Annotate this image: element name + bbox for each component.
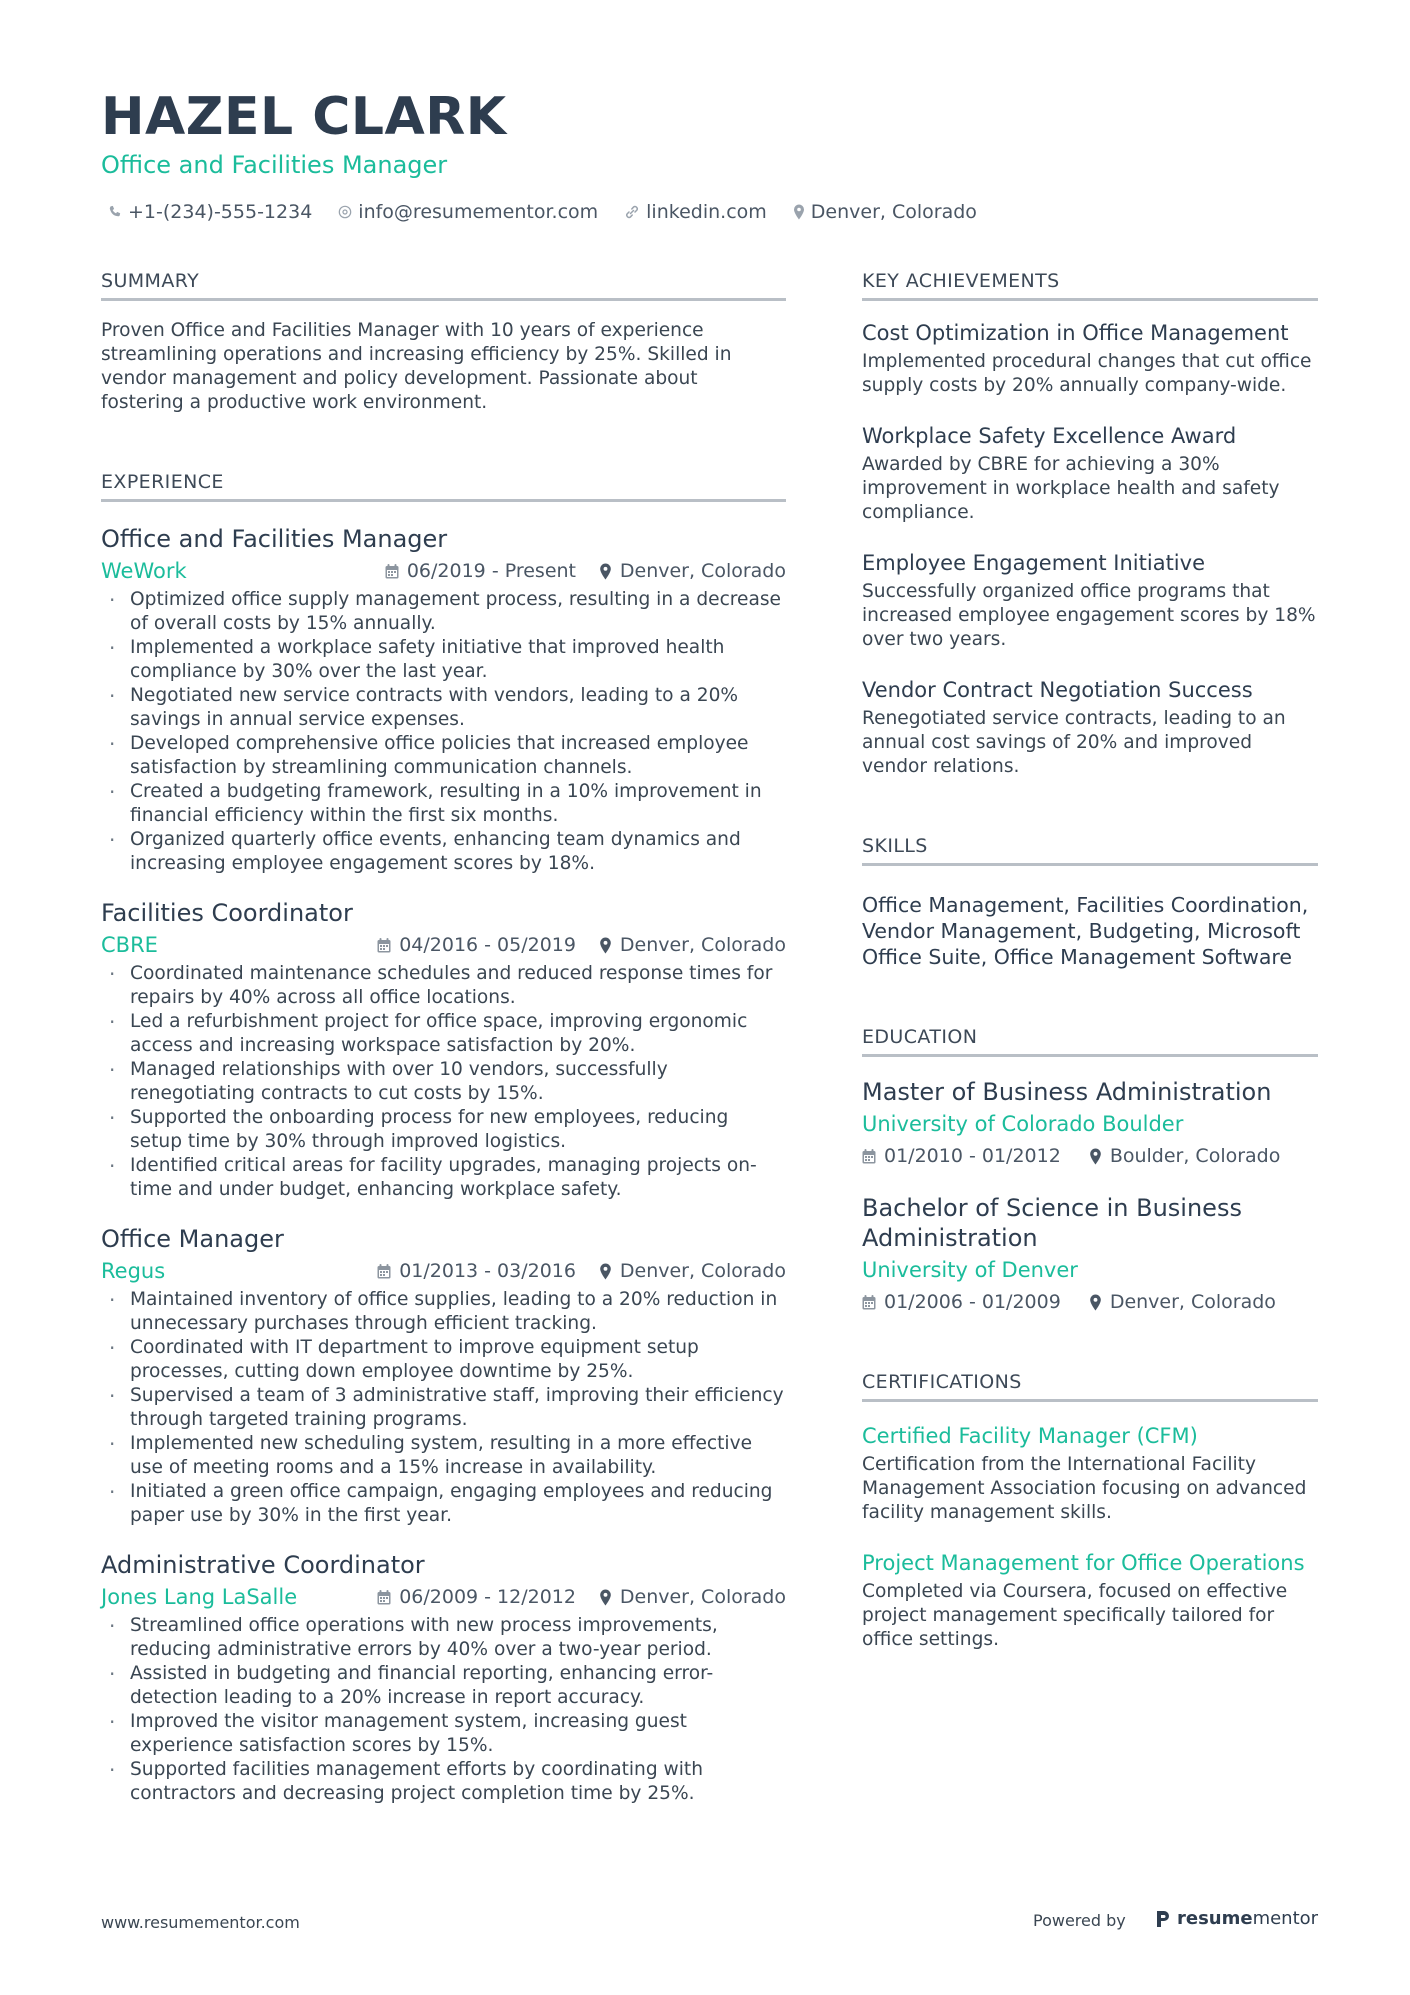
achievement-text: Implemented procedural changes that cut office supply costs by 20% annually company-wide.	[862, 351, 1312, 396]
achievement-title: Workplace Safety Excellence Award	[862, 424, 1237, 448]
job-bullets	[101, 1288, 786, 1528]
job-bullet: · Created a budgeting framework, resulting in a 10% improvement in financial efficiency within the first six months.	[101, 780, 786, 828]
achievement-item	[862, 676, 1318, 779]
job-bullet: · Supported the onboarding process for new employees, reducing setup time by 30% through improved logistics.	[101, 1106, 786, 1154]
email-text: info@resumementor.com	[358, 201, 599, 223]
summary-text: Proven Office and Facilities Manager with 10 years of experience streamlining operations and increasing efficiency by 25%. Skilled in vendor management and policy development. Passionate about fostering a productive work environment.	[101, 320, 732, 413]
location-pin-icon	[1089, 1294, 1102, 1311]
job-location	[599, 1582, 786, 1612]
left-column	[101, 268, 786, 1806]
job-bullet: · Negotiated new service contracts with vendors, leading to a 20% savings in annual service expenses.	[101, 684, 786, 732]
achievement-text: Renegotiated service contracts, leading to an annual cost savings of 20% and improved vendor relations.	[862, 708, 1286, 777]
job-location-text: Denver, Colorado	[619, 560, 786, 582]
job-bullet: · Implemented a workplace safety initiative that improved health compliance by 30% over the last year.	[101, 636, 786, 684]
experience-heading: EXPERIENCE	[101, 469, 786, 502]
job-meta	[101, 930, 786, 960]
at-icon	[338, 205, 352, 219]
job-bullet: · Identified critical areas for facility upgrades, managing projects on-time and under budget, enhancing workplace safety.	[101, 1154, 786, 1202]
job-location-text: Denver, Colorado	[619, 934, 786, 956]
job-title: Office Manager	[101, 1225, 284, 1253]
location-pin-icon	[599, 563, 612, 580]
achievement-text: Successfully organized office programs that increased employee engagement scores by 18% over two years.	[862, 581, 1316, 650]
job-bullet: · Optimized office supply management process, resulting in a decrease of overall costs by 15% annually.	[101, 588, 786, 636]
calendar-icon	[862, 1295, 876, 1310]
company-name: Jones Lang LaSalle	[101, 1585, 298, 1609]
job-entry	[101, 1224, 786, 1528]
candidate-name: HAZEL CLARK	[101, 87, 507, 147]
contact-phone[interactable]	[108, 199, 312, 225]
calendar-icon	[377, 1590, 391, 1605]
job-title: Administrative Coordinator	[101, 1551, 425, 1579]
job-dates-text: 04/2016 - 05/2019	[399, 934, 576, 956]
education-location-text: Denver, Colorado	[1109, 1291, 1276, 1313]
job-dates	[377, 930, 576, 960]
contact-email[interactable]	[338, 199, 598, 225]
education-location-text: Boulder, Colorado	[1109, 1145, 1281, 1167]
degree-title: Master of Business Administration	[862, 1078, 1272, 1106]
job-entry	[101, 898, 786, 1202]
degree-title: Bachelor of Science in Business Administration	[862, 1194, 1242, 1252]
certifications-heading: CERTIFICATIONS	[862, 1369, 1318, 1402]
education-dates-text: 01/2010 - 01/2012	[884, 1145, 1061, 1167]
contact-bar	[108, 199, 1003, 225]
achievement-title: Employee Engagement Initiative	[862, 551, 1205, 575]
link-icon	[624, 204, 640, 220]
certification-title: Certified Facility Manager (CFM)	[862, 1424, 1198, 1448]
job-location-text: Denver, Colorado	[619, 1260, 786, 1282]
job-bullets	[101, 962, 786, 1202]
location-text: Denver, Colorado	[810, 201, 977, 223]
achievement-text: Awarded by CBRE for achieving a 30% improvement in workplace health and safety compliance.	[862, 454, 1280, 523]
job-bullet: · Led a refurbishment project for office space, improving ergonomic access and increasing workspace satisfaction by 20%.	[101, 1010, 786, 1058]
right-column	[862, 268, 1318, 1652]
calendar-icon	[377, 1264, 391, 1279]
job-bullets	[101, 588, 786, 876]
company-name: CBRE	[101, 933, 158, 957]
school-name: University of Colorado Boulder	[862, 1112, 1184, 1136]
achievements-list	[862, 319, 1318, 779]
education-item	[862, 1077, 1318, 1171]
powered-by: Powered by	[1033, 1911, 1126, 1930]
job-bullet: · Streamlined office operations with new process improvements, reducing administrative errors by 40% over a two-year period.	[101, 1614, 786, 1662]
education-heading: EDUCATION	[862, 1024, 1318, 1057]
achievement-item	[862, 319, 1318, 398]
company-name: Regus	[101, 1259, 166, 1283]
job-location-text: Denver, Colorado	[619, 1586, 786, 1608]
school-name: University of Denver	[862, 1258, 1078, 1282]
education-meta	[862, 1287, 1318, 1317]
job-dates-text: 01/2013 - 03/2016	[399, 1260, 576, 1282]
achievements-heading: KEY ACHIEVEMENTS	[862, 268, 1318, 301]
job-bullet: · Coordinated with IT department to improve equipment setup processes, cutting down employee downtime by 25%.	[101, 1336, 786, 1384]
job-dates	[377, 1582, 576, 1612]
brand-bold: resume	[1177, 1908, 1253, 1929]
job-bullet: · Coordinated maintenance schedules and reduced response times for repairs by 40% across all office locations.	[101, 962, 786, 1010]
job-bullet: · Supervised a team of 3 administrative staff, improving their efficiency through targeted training programs.	[101, 1384, 786, 1432]
education-item	[862, 1193, 1318, 1317]
achievement-title: Cost Optimization in Office Management	[862, 321, 1289, 345]
phone-text: +1-(234)-555-1234	[128, 201, 313, 223]
education-location	[1089, 1287, 1276, 1317]
education-dates	[862, 1141, 1061, 1171]
job-meta	[101, 1256, 786, 1286]
job-dates	[385, 556, 576, 586]
job-bullet: · Assisted in budgeting and financial reporting, enhancing error-detection leading to a 20% increase in report accuracy.	[101, 1662, 786, 1710]
achievement-title: Vendor Contract Negotiation Success	[862, 678, 1253, 702]
education-dates	[862, 1287, 1061, 1317]
job-bullet: · Managed relationships with over 10 vendors, successfully renegotiating contracts to cut costs by 15%.	[101, 1058, 786, 1106]
job-location	[599, 556, 786, 586]
phone-icon	[108, 205, 122, 219]
calendar-icon	[377, 938, 391, 953]
job-bullet: · Developed comprehensive office policies that increased employee satisfaction by streamlining communication channels.	[101, 732, 786, 780]
calendar-icon	[385, 564, 399, 579]
education-dates-text: 01/2006 - 01/2009	[884, 1291, 1061, 1313]
certification-title: Project Management for Office Operations	[862, 1551, 1305, 1575]
job-dates-text: 06/2009 - 12/2012	[399, 1586, 576, 1608]
job-bullet: · Maintained inventory of office supplies, leading to a 20% reduction in unnecessary purchases through efficient tracking.	[101, 1288, 786, 1336]
location-pin-icon	[793, 204, 805, 220]
calendar-icon	[862, 1149, 876, 1164]
resumementor-logo-icon	[1155, 1909, 1171, 1929]
job-entry	[101, 524, 786, 876]
experience-list	[101, 524, 786, 1806]
certification-text: Certification from the International Facility Management Association focusing on advanced facility management skills.	[862, 1454, 1307, 1523]
certifications-list	[862, 1422, 1318, 1652]
job-bullet: · Initiated a green office campaign, engaging employees and reducing paper use by 30% in the first year.	[101, 1480, 786, 1528]
job-bullet: · Supported facilities management efforts by coordinating with contractors and decreasing project completion time by 25%.	[101, 1758, 786, 1806]
footer-url[interactable]: www.resumementor.com	[101, 1913, 300, 1932]
job-dates	[377, 1256, 576, 1286]
achievement-item	[862, 549, 1318, 652]
education-location	[1089, 1141, 1281, 1171]
job-location	[599, 1256, 786, 1286]
candidate-role: Office and Facilities Manager	[101, 151, 448, 179]
job-bullet: · Improved the visitor management system, increasing guest experience satisfaction scores by 15%.	[101, 1710, 786, 1758]
job-meta	[101, 1582, 786, 1612]
achievement-item	[862, 422, 1318, 525]
contact-linkedin[interactable]	[624, 199, 767, 225]
contact-location	[793, 199, 977, 225]
location-pin-icon	[1089, 1148, 1102, 1165]
education-list	[862, 1077, 1318, 1317]
job-bullets	[101, 1614, 786, 1806]
job-meta	[101, 556, 786, 586]
brand-light: mentor	[1252, 1908, 1319, 1929]
linkedin-text: linkedin.com	[646, 201, 767, 223]
location-pin-icon	[599, 937, 612, 954]
skills-heading: SKILLS	[862, 833, 1318, 866]
location-pin-icon	[599, 1589, 612, 1606]
job-title: Office and Facilities Manager	[101, 525, 448, 553]
location-pin-icon	[599, 1263, 612, 1280]
certification-text: Completed via Coursera, focused on effective project management specifically tailored for office settings.	[862, 1581, 1288, 1650]
certification-item	[862, 1549, 1318, 1652]
job-bullet: · Organized quarterly office events, enhancing team dynamics and increasing employee engagement scores by 18%.	[101, 828, 786, 876]
skills-text: Office Management, Facilities Coordination, Vendor Management, Budgeting, Microsoft Office Suite, Office Management Software	[862, 893, 1309, 969]
certification-item	[862, 1422, 1318, 1525]
job-title: Facilities Coordinator	[101, 899, 353, 927]
summary-heading: SUMMARY	[101, 268, 786, 301]
job-location	[599, 930, 786, 960]
education-meta	[862, 1141, 1318, 1171]
company-name: WeWork	[101, 559, 187, 583]
job-entry	[101, 1550, 786, 1806]
job-dates-text: 06/2019 - Present	[406, 560, 576, 582]
brand-logo[interactable]	[1155, 1906, 1318, 1932]
job-bullet: · Implemented new scheduling system, resulting in a more effective use of meeting rooms and a 15% increase in availability.	[101, 1432, 786, 1480]
